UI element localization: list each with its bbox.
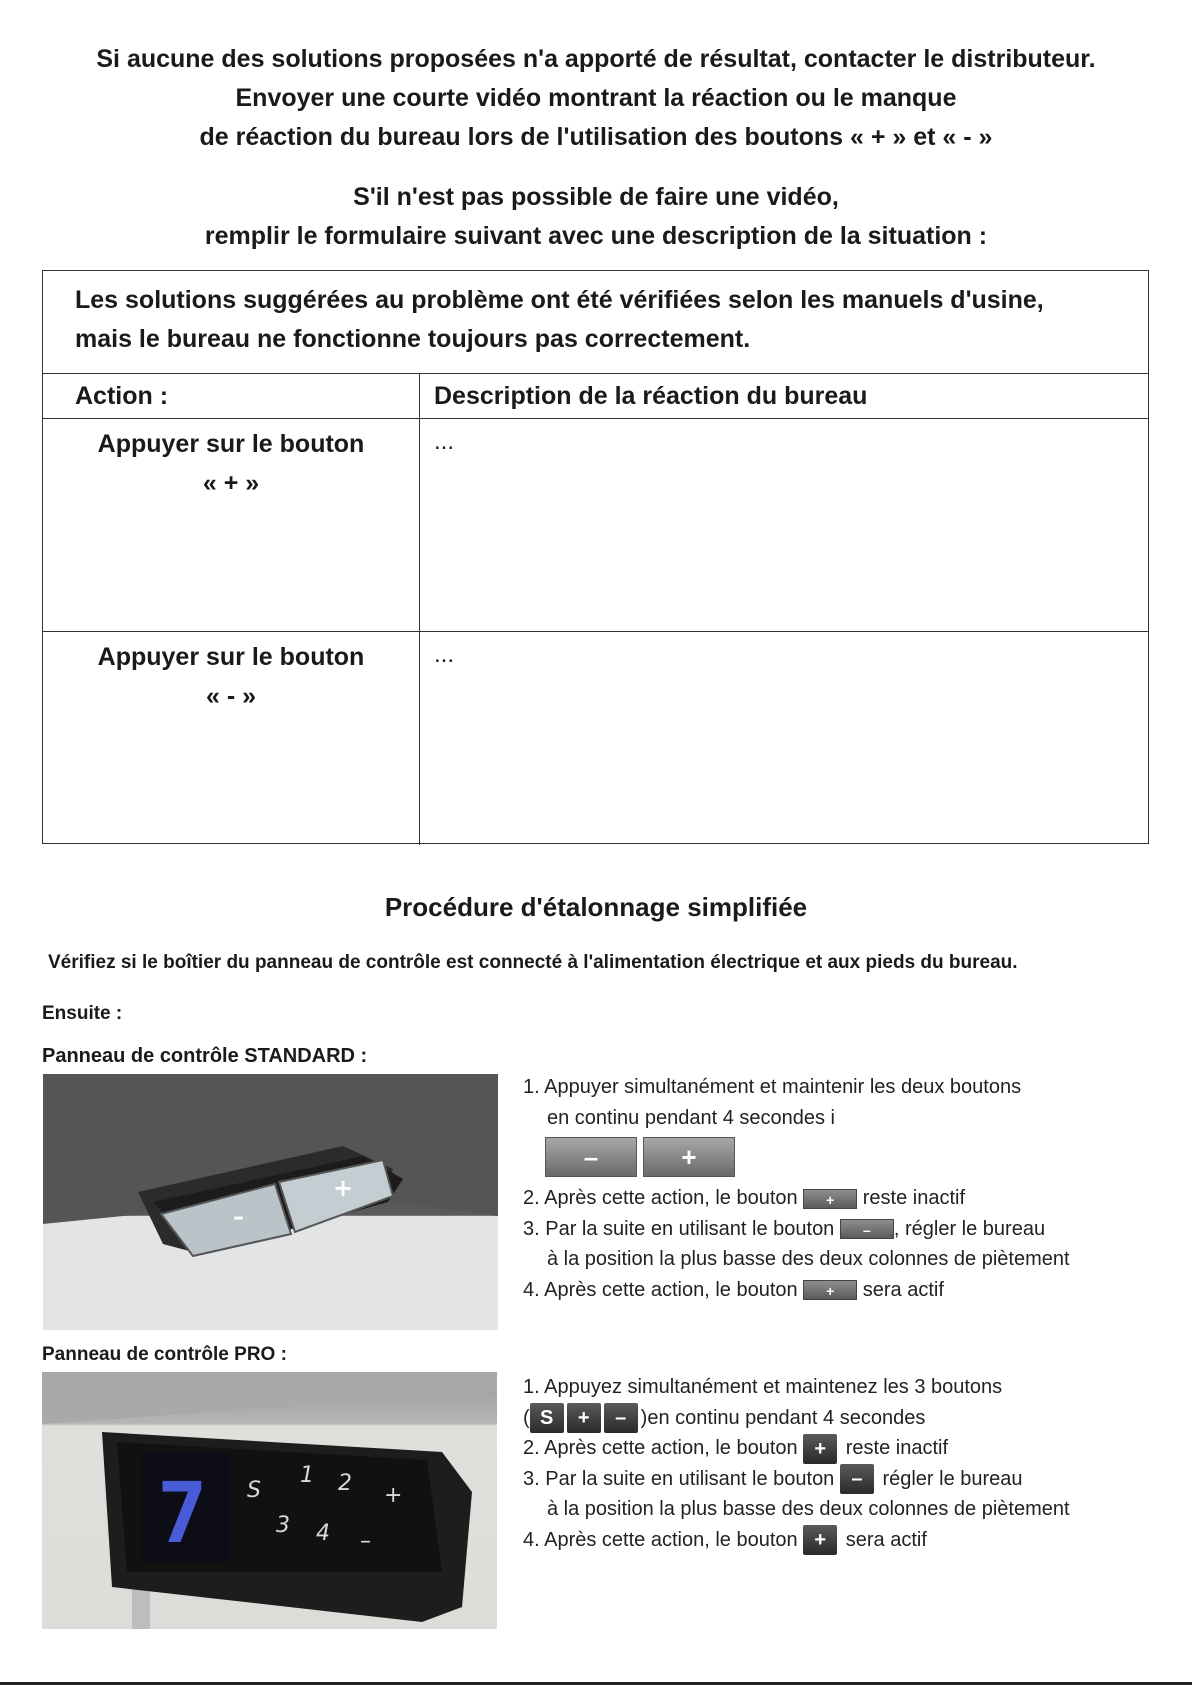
pro-step-3-text: 3. Par la suite en utilisant le bouton (523, 1467, 835, 1490)
panel-key-2: 2 (338, 1471, 352, 1496)
plus-key-icon: + (567, 1403, 601, 1433)
standard-panel-illustration (43, 1074, 498, 1330)
notice-line-2: mais le bureau ne fonctionne toujours pas correctement. (75, 325, 751, 353)
intro-line-2: Envoyer une courte vidéo montrant la réaction ou le manque (235, 84, 957, 112)
panel-key-plus: + (384, 1483, 403, 1508)
pro-step-1-end: )en continu pendant 4 secondes (640, 1406, 926, 1429)
header-action: Action : (43, 374, 420, 418)
plus-key-icon: + (803, 1189, 857, 1209)
pro-step-3-end: régler le bureau (882, 1467, 1023, 1490)
then-label: Ensuite : (42, 1003, 123, 1024)
plus-key-icon: + (803, 1280, 857, 1300)
plus-key-icon: + (803, 1525, 837, 1555)
standard-steps (523, 1072, 1070, 1305)
panel-key-s: S (247, 1478, 261, 1503)
action-cell (43, 632, 420, 845)
pro-step-2-end: reste inactif (845, 1437, 949, 1459)
minus-key-icon: – (840, 1219, 894, 1239)
pro-panel-illustration (42, 1372, 497, 1629)
calibration-title: Procédure d'étalonnage simplifiée (384, 892, 808, 922)
std-step-3-text: 3. Par la suite en utilisant le bouton (523, 1217, 835, 1240)
pro-panel-label: Panneau de contrôle PRO : (42, 1344, 287, 1365)
standard-control-panel-photo (43, 1074, 498, 1330)
action-text: Appuyer sur le bouton (97, 430, 365, 458)
panel-key-minus: – (360, 1529, 371, 1554)
table-row (43, 632, 1148, 845)
description-cell[interactable]: ... (434, 641, 455, 668)
std-step-1-cont: en continu pendant 4 secondes i (547, 1106, 835, 1129)
s-key-icon: S (530, 1403, 564, 1433)
display-digit: 7 (157, 1464, 208, 1562)
std-step-3-cont: à la position la plus basse des deux colonnes de piètement (547, 1248, 1070, 1270)
pro-step-4-text: 4. Après cette action, le bouton (523, 1528, 798, 1551)
pro-step-1: 1. Appuyez simultanément et maintenez les 3 boutons (523, 1376, 1003, 1398)
pro-step-2-text: 2. Après cette action, le bouton (523, 1437, 798, 1459)
intro-block-1 (0, 40, 1192, 157)
std-step-4 (523, 1275, 1070, 1306)
std-step-2 (523, 1183, 1070, 1214)
std-step-2-text: 2. Après cette action, le bouton (523, 1187, 798, 1209)
reaction-form-table (42, 270, 1149, 844)
pro-step-3-cont: à la position la plus basse des deux colonnes de piètement (547, 1498, 1070, 1520)
pro-steps (523, 1372, 1070, 1555)
pro-step-2 (523, 1433, 1070, 1464)
panel-key-4: 4 (316, 1521, 330, 1546)
std-step-1: 1. Appuyer simultanément et maintenir les deux boutons (523, 1076, 1022, 1098)
action-text: Appuyer sur le bouton (97, 643, 365, 671)
action-button-symbol: « - » (205, 682, 257, 710)
table-header-row (43, 374, 1148, 419)
pro-step-3 (523, 1464, 1070, 1495)
minus-key-icon: – (840, 1464, 874, 1494)
table-row (43, 419, 1148, 632)
panel-plus-label: + (333, 1174, 354, 1202)
form-notice (43, 271, 1148, 374)
panel-key-3: 3 (276, 1513, 290, 1538)
calibration-check-text: Vérifiez si le boîtier du panneau de contrôle est connecté à l'alimentation électrique et aux pieds du bureau. (48, 952, 1018, 973)
intro-line-4: S'il n'est pas possible de faire une vidéo, (353, 183, 839, 211)
intro-line-3: de réaction du bureau lors de l'utilisation des boutons « + » et « - » (199, 123, 993, 151)
pro-step-4 (523, 1525, 1070, 1556)
standard-panel-label: Panneau de contrôle STANDARD : (42, 1045, 368, 1067)
pro-step-1-keys (523, 1403, 1070, 1434)
std-step-4-end: sera actif (862, 1278, 944, 1301)
plus-key-icon: + (803, 1434, 837, 1464)
pro-step-4-end: sera actif (845, 1528, 927, 1551)
pro-control-panel-photo (42, 1372, 497, 1629)
intro-block-2 (0, 178, 1192, 256)
notice-line-1: Les solutions suggérées au problème ont été vérifiées selon les manuels d'usine, (75, 286, 1044, 314)
description-cell[interactable]: ... (434, 428, 455, 455)
std-step-2-end: reste inactif (862, 1187, 966, 1209)
header-description: Description de la réaction du bureau (434, 382, 868, 410)
panel-minus-label: – (233, 1205, 244, 1230)
action-cell (43, 419, 420, 631)
std-step-3-end: , régler le bureau (893, 1217, 1046, 1240)
paren-open: ( (523, 1406, 530, 1429)
std-step-3 (523, 1214, 1070, 1245)
plus-key-icon: + (643, 1137, 735, 1177)
intro-line-5: remplir le formulaire suivant avec une description de la situation : (204, 222, 988, 250)
panel-key-1: 1 (300, 1463, 314, 1488)
minus-key-icon: – (545, 1137, 637, 1177)
action-button-symbol: « + » (202, 469, 260, 497)
minus-key-icon: – (604, 1403, 638, 1433)
std-keys-row (523, 1133, 1070, 1183)
intro-line-1: Si aucune des solutions proposées n'a apporté de résultat, contacter le distributeur. (96, 45, 1096, 73)
std-step-4-text: 4. Après cette action, le bouton (523, 1278, 798, 1301)
